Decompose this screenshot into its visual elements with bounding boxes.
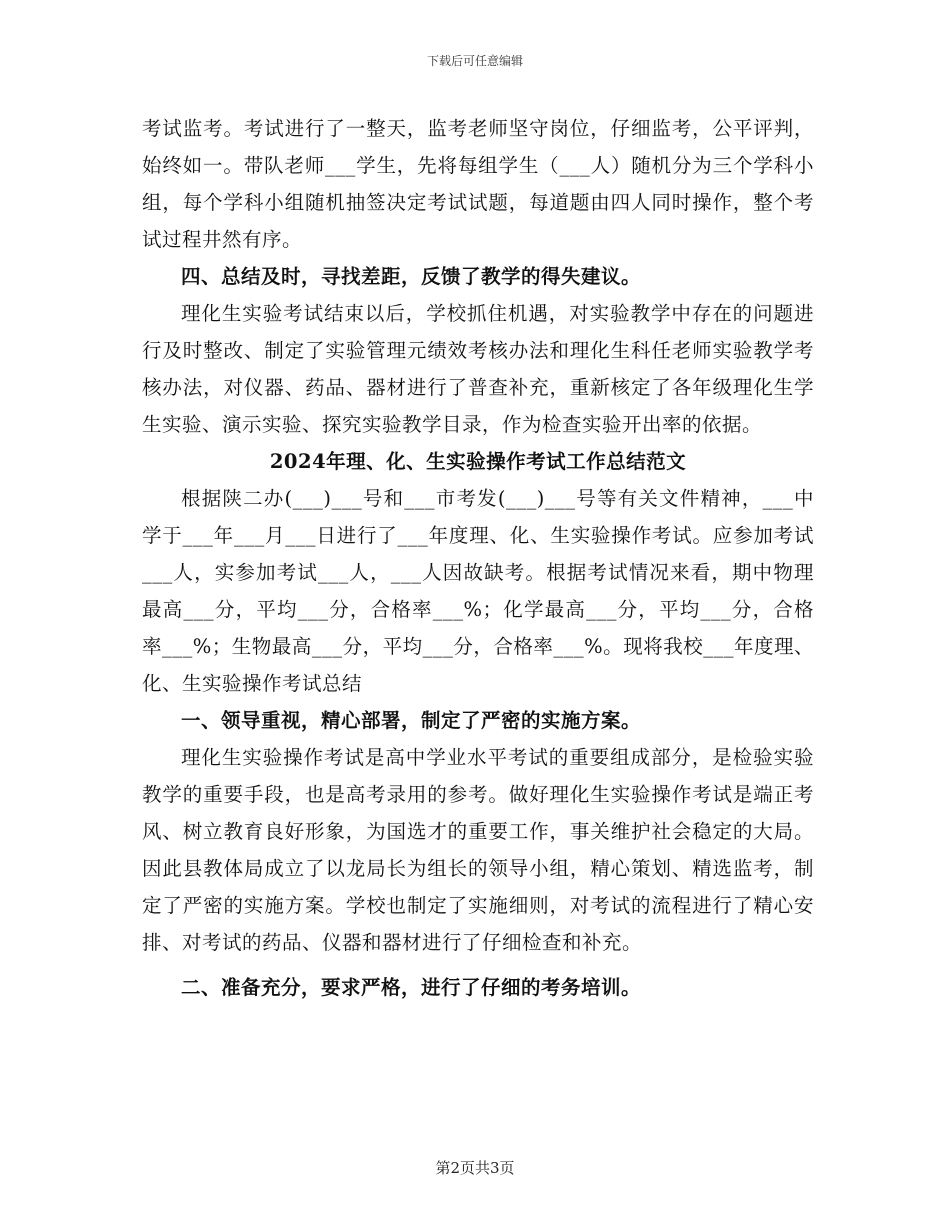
page-indicator: 第2页共3页 [435, 1159, 515, 1177]
document-title: 2024年理、化、生实验操作考试工作总结范文 [269, 450, 687, 473]
section-heading-four: 四、总结及时，寻找差距，反馈了教学的得失建议。 [181, 265, 642, 288]
document-body [142, 110, 814, 1006]
spacer [142, 961, 814, 969]
header-note: 下载后可任意编辑 [426, 54, 523, 68]
paragraph-leadership: 理化生实验操作考试是高中学业水平考试的重要组成部分，是检验实验教学的重要手段，也是高考录用的参考。做好理化生实验操作考试是端正考风、树立教育良好形象，为国选才的重要工作，事关维护社会稳定的大局。因此县教体局成立了以龙局长为组长的领导小组，精心策划、精选监考，制定了严密的实施方案。学校也制定了实施细则，对考试的流程进行了精心安排、对考试的药品、仪器和器材进行了仔细检查和补充。 [142, 746, 814, 954]
paragraph-exam-proctoring: 考试监考。考试进行了一整天，监考老师坚守岗位，仔细监考，公平评判，始终如一。带队老师___学生，先将每组学生（___人）随机分为三个学科小组，每个学科小组随机抽签决定考试试题，每道题由四人同时操作，整个考试过程井然有序。 [142, 117, 814, 251]
section-heading-one: 一、领导重视，精心部署，制定了严密的实施方案。 [181, 709, 642, 732]
paragraph-intro: 根据陕二办(___)___号和___市考发(___)___号等有关文件精神，___中学于___年___月___日进行了___年度理、化、生实验操作考试。应参加考试___人，实参加考试___人，___人因故缺考。根据考试情况来看，期中物理最高___分，平均___分，合格率___%；化学最高___分，平均___分，合格率___%；生物最高___分，平均___分，合格率___%。现将我校___年度理、化、生实验操作考试总结 [142, 487, 814, 695]
paragraph-summary: 理化生实验考试结束以后，学校抓住机遇，对实验教学中存在的问题进行及时整改、制定了实验管理元绩效考核办法和理化生科任老师实验教学考核办法，对仪器、药品、器材进行了普查补充，重新核定了各年级理化生学生实验、演示实验、探究实验教学目录，作为检查实验开出率的依据。 [142, 302, 814, 436]
section-heading-two: 二、准备充分，要求严格，进行了仔细的考务培训。 [181, 976, 642, 999]
